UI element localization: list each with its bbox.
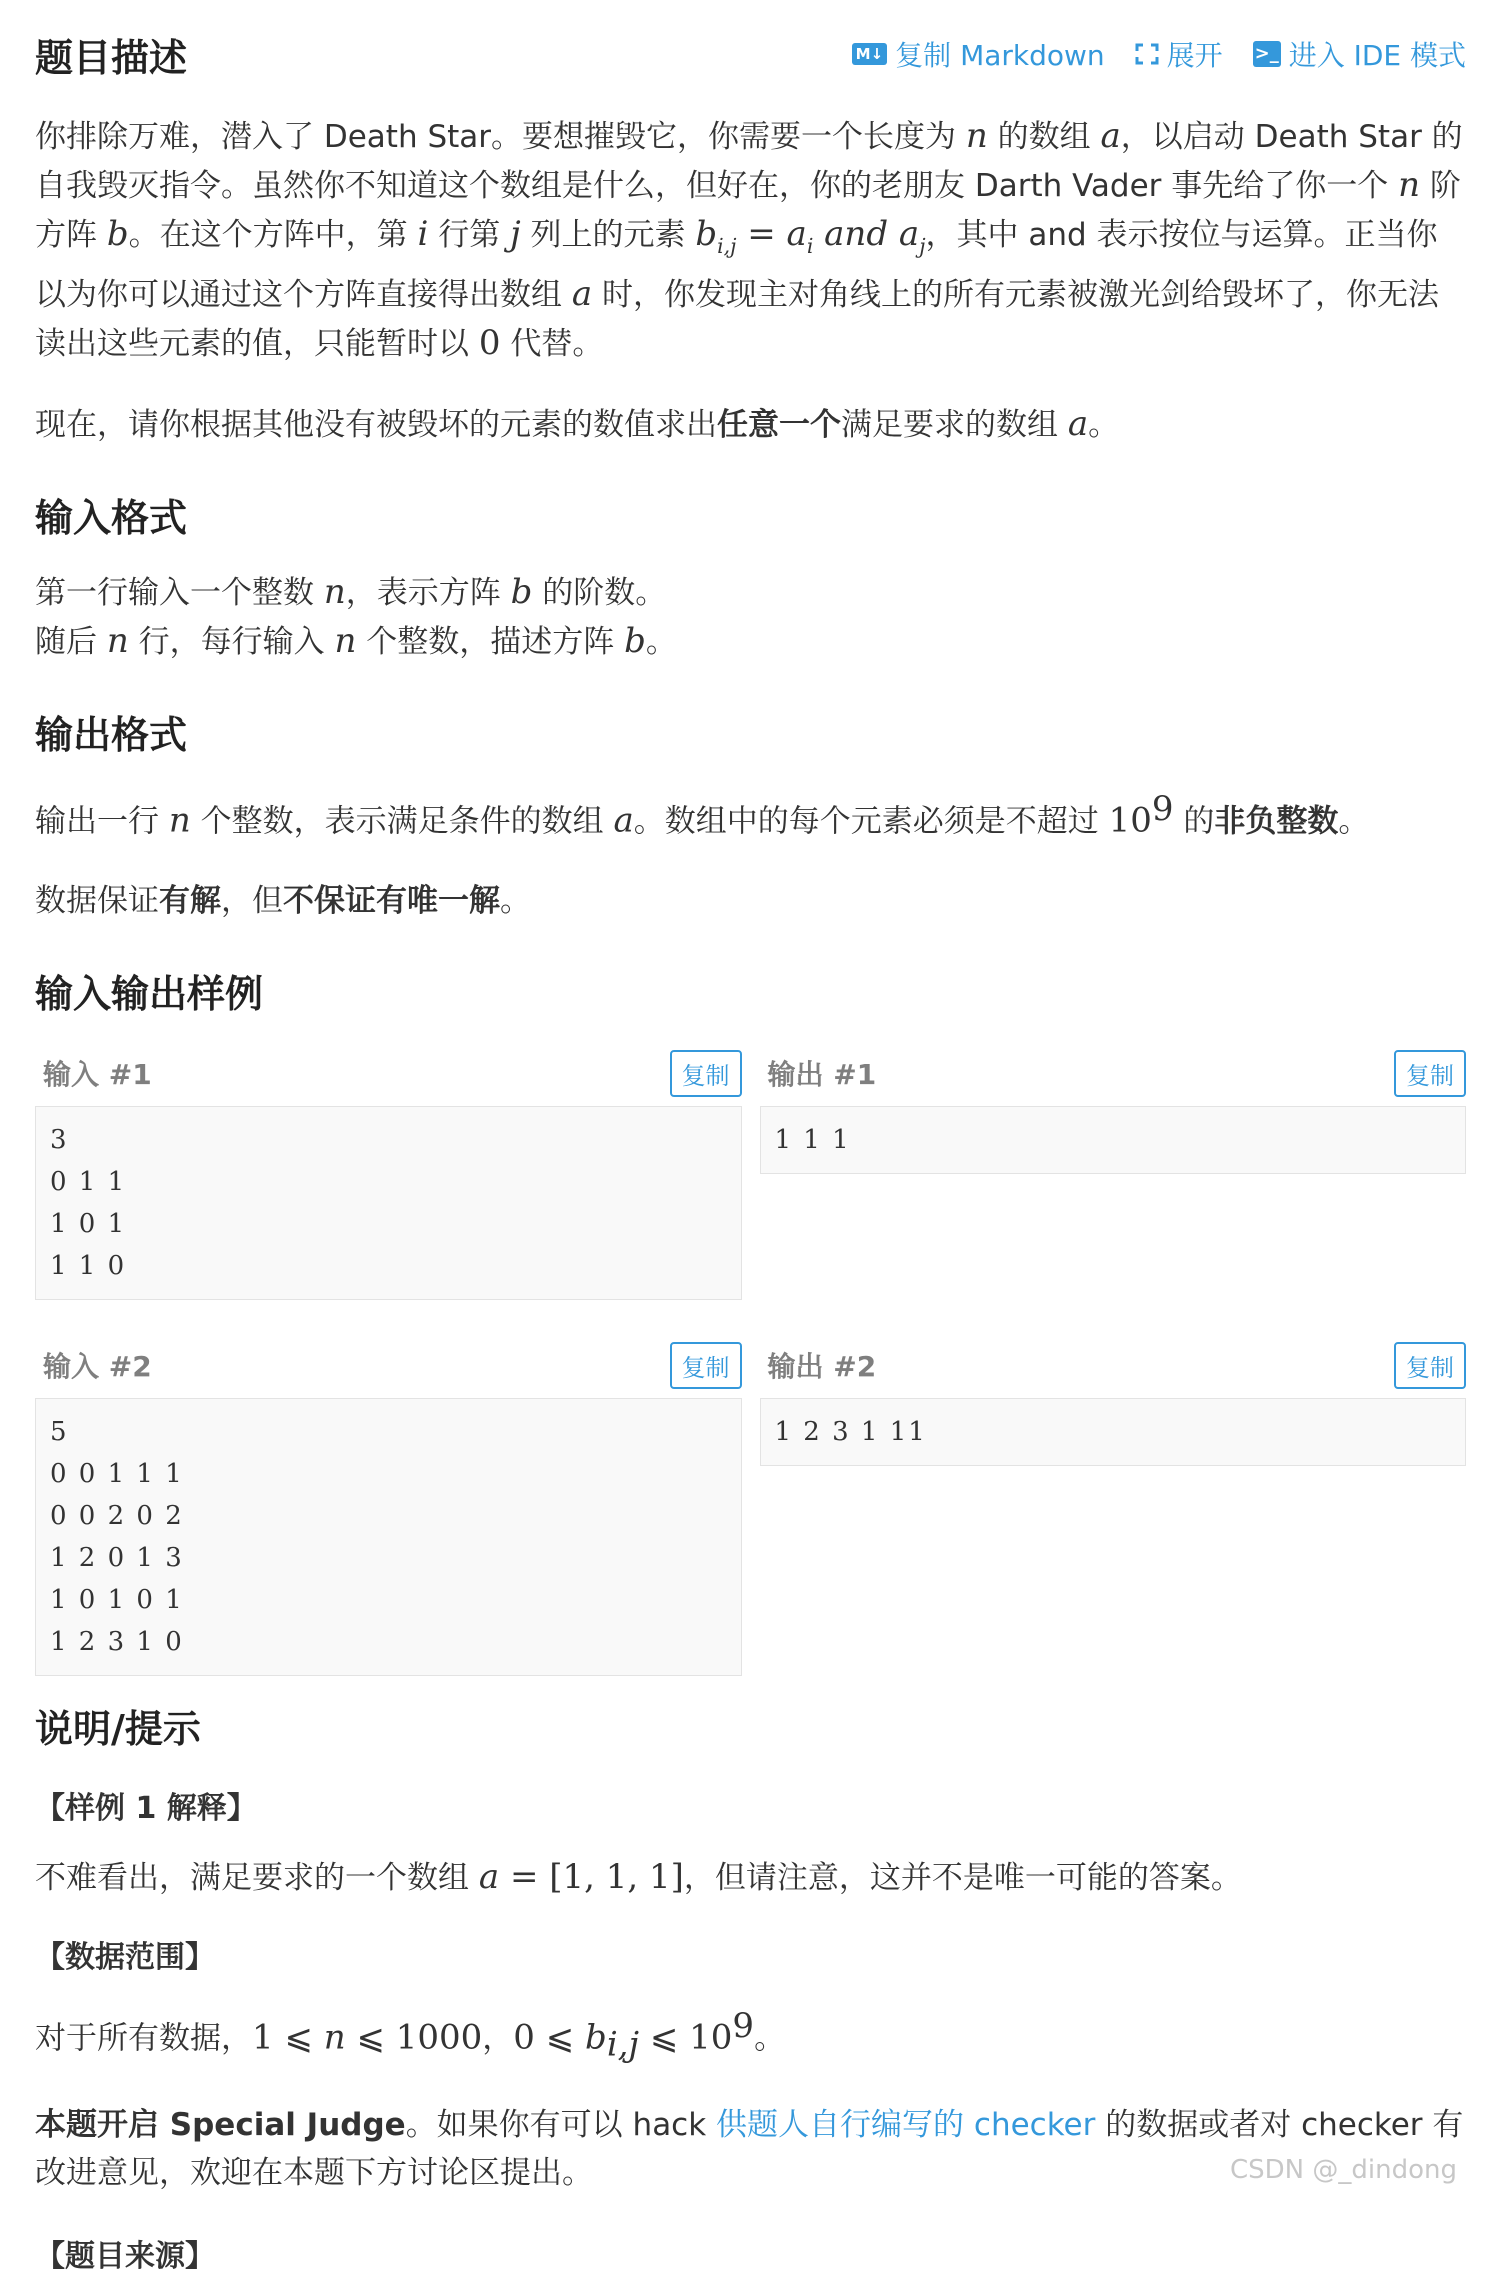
output-format-title: 输出格式 xyxy=(35,712,188,757)
sample1-explain-text: 不难看出，满足要求的一个数组 a = [1, 1, 1]，但请注意，这并不是唯一可能的答案。 xyxy=(35,1857,1242,1898)
hints-title: 说明/提示 xyxy=(35,1707,201,1752)
page-title: 题目描述 xyxy=(35,35,188,80)
output-format-line-2: 数据保证有解，但不保证有唯一解。 xyxy=(35,883,531,920)
sample-output-2 xyxy=(760,1340,1467,1676)
sample1-explain-title: 【样例 1 解释】 xyxy=(35,1791,257,1827)
sample-output-code[interactable]: 1 2 3 1 11 xyxy=(760,1398,1467,1466)
copy-output-2-button[interactable]: 复制 xyxy=(1394,1342,1466,1389)
sample-output-label: 输出 #1 xyxy=(767,1058,877,1092)
sample-input-1 xyxy=(35,1048,742,1300)
formula-bij: $b_{i,j} = a_i$ and $a_j$ xyxy=(695,214,926,258)
input-format-line-1: 第一行输入一个整数 n，表示方阵 b 的阶数。 xyxy=(35,571,667,612)
expand-button[interactable] xyxy=(1135,34,1223,74)
data-range-text: 对于所有数据，1 ⩽ n ⩽ 1000，0 ⩽ $b_{i,j}$ ⩽ $10^9$。 xyxy=(35,2006,786,2065)
checker-link[interactable]: 供题人自行编写的 checker xyxy=(716,2106,1096,2143)
sample-input-code[interactable]: 5 0 0 1 1 1 0 0 2 0 2 1 2 0 1 3 1 0 1 0 1 1 2 3 1 0 xyxy=(35,1398,742,1676)
samples-grid xyxy=(35,1048,1466,1716)
copy-markdown-label: 复制 Markdown xyxy=(895,39,1105,72)
markdown-icon: M↓ xyxy=(852,43,888,65)
special-judge-text: 本题开启 Special Judge。如果你有可以 hack 供题人自行编写的 checker 的数据或者对 checker 有改进意见，欢迎在本题下方讨论区提出。 xyxy=(35,2106,1464,2191)
copy-input-1-button[interactable]: 复制 xyxy=(670,1050,742,1097)
sample-output-code[interactable]: 1 1 1 xyxy=(760,1106,1467,1174)
data-range-title: 【数据范围】 xyxy=(35,1940,215,1976)
source-title: 【题目来源】 xyxy=(35,2238,215,2274)
title-row xyxy=(35,0,1466,108)
ide-mode-button[interactable] xyxy=(1253,34,1466,74)
copy-output-1-button[interactable]: 复制 xyxy=(1394,1050,1466,1097)
sample-output-label: 输出 #2 xyxy=(767,1350,877,1384)
expand-label: 展开 xyxy=(1166,39,1223,72)
copy-markdown-button[interactable] xyxy=(852,34,1105,74)
ide-mode-label: 进入 IDE 模式 xyxy=(1288,39,1466,72)
sample-input-2 xyxy=(35,1340,742,1676)
sample-input-label: 输入 #2 xyxy=(43,1350,152,1384)
description-paragraph: 你排除万难，潜入了 Death Star。要想摧毁它，你需要一个长度为 n 的数组 a，以启动 Death Star 的自我毁灭指令。虽然你不知道这个数组是什么，但好在，你的老朋友 Darth Vader 事先给了你一个 n 阶方阵 b。在这个方阵中，第 i 行第 j 列上的元素 $b_{i,j} = a_i$ and $a_j$，其中 and 表示按位与运算。正当你以为你可以通过这个方阵直接得出数组 a 时，你发现主对角线上的所有元素被激光剑给毁坏了，你无法读出这些元素的值，只能暂时以 0 代替。 xyxy=(35,116,1463,363)
output-format-line-1: 输出一行 n 个整数，表示满足条件的数组 a。数组中的每个元素必须是不超过 $10^9$ 的非负整数。 xyxy=(35,788,1370,841)
input-format-title: 输入格式 xyxy=(35,495,188,540)
sample-output-1 xyxy=(760,1048,1467,1300)
toolbar xyxy=(852,34,1466,74)
sample-input-label: 输入 #1 xyxy=(43,1058,152,1092)
copy-input-2-button[interactable]: 复制 xyxy=(670,1342,742,1389)
samples-title: 输入输出样例 xyxy=(35,972,264,1017)
terminal-icon: >_ xyxy=(1253,41,1281,67)
watermark: CSDN @_dindong xyxy=(1230,2155,1457,2185)
sample-input-code[interactable]: 3 0 1 1 1 0 1 1 1 0 xyxy=(35,1106,742,1300)
description-paragraph-2: 现在，请你根据其他没有被毁坏的元素的数值求出任意一个满足要求的数组 a。 xyxy=(35,403,1120,444)
input-format-line-2: 随后 n 行，每行输入 n 个整数，描述方阵 b。 xyxy=(35,620,677,661)
expand-icon xyxy=(1135,43,1159,65)
